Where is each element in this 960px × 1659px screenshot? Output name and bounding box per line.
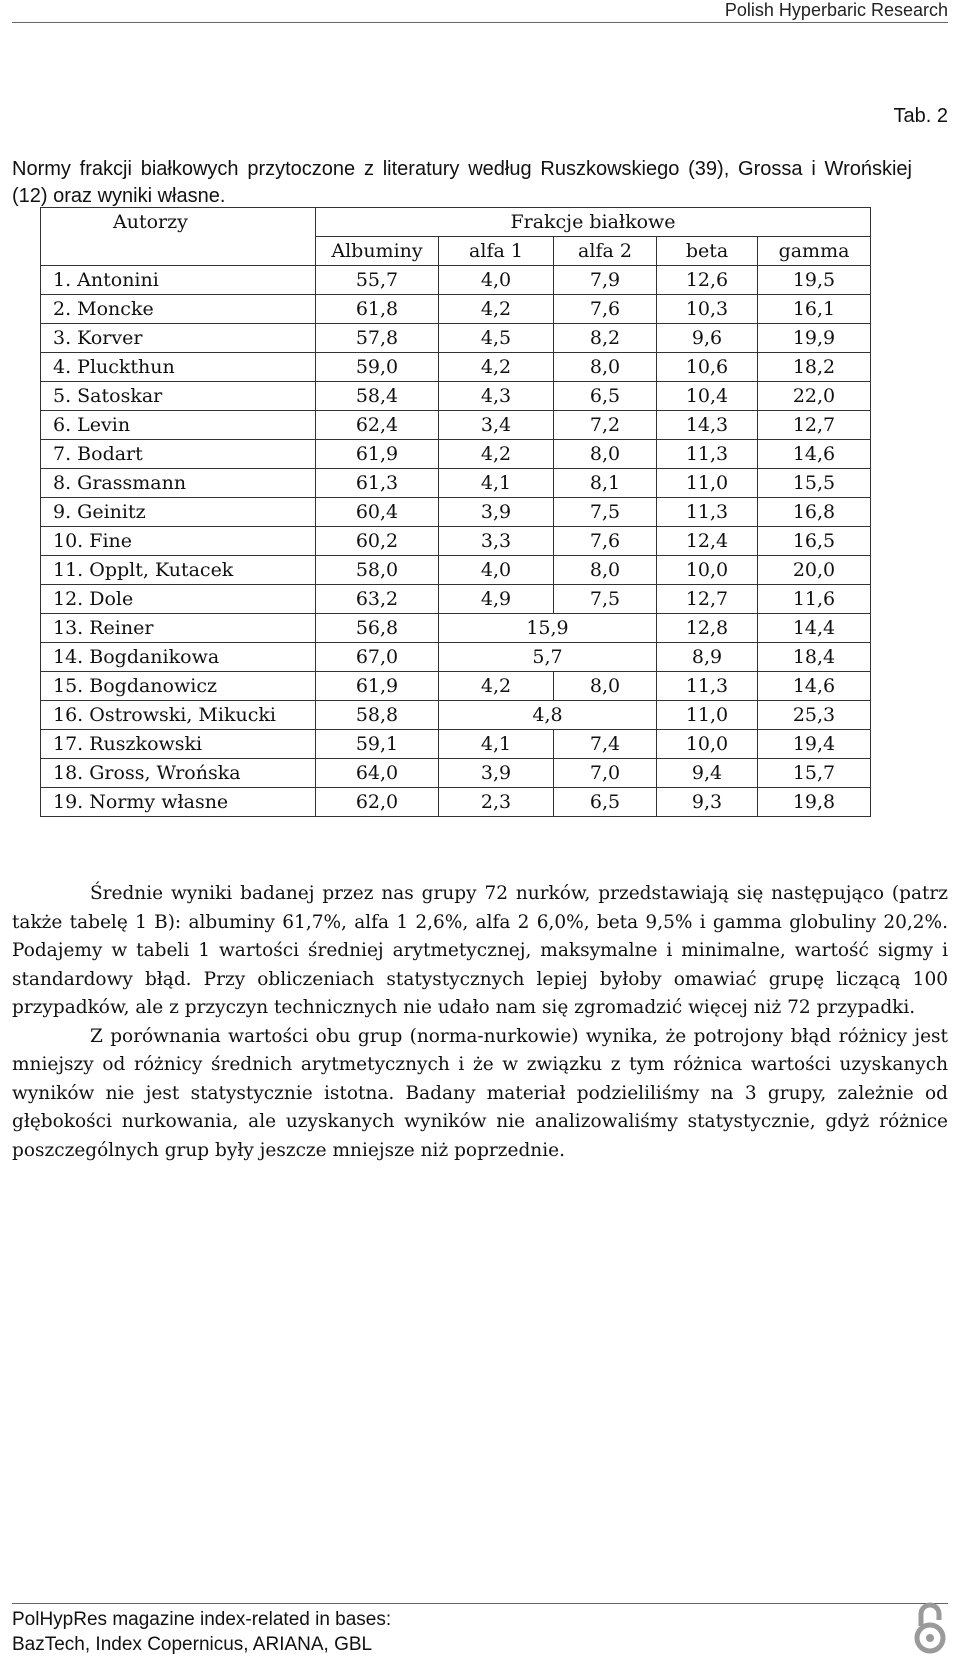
cell-gamma: 16,8 bbox=[758, 498, 871, 527]
cell-beta: 11,3 bbox=[657, 440, 758, 469]
cell-author: 15. Bogdanowicz bbox=[41, 672, 316, 701]
cell-gamma: 22,0 bbox=[758, 382, 871, 411]
cell-gamma: 11,6 bbox=[758, 585, 871, 614]
cell-gamma: 18,4 bbox=[758, 643, 871, 672]
cell-alfa1: 4,0 bbox=[439, 266, 554, 295]
cell-albuminy: 64,0 bbox=[316, 759, 439, 788]
cell-gamma: 15,5 bbox=[758, 469, 871, 498]
column-header-alfa1: alfa 1 bbox=[439, 237, 554, 266]
cell-gamma: 15,7 bbox=[758, 759, 871, 788]
cell-alfa1: 3,4 bbox=[439, 411, 554, 440]
cell-alfa1: 4,2 bbox=[439, 672, 554, 701]
cell-author: 4. Pluckthun bbox=[41, 353, 316, 382]
cell-albuminy: 59,1 bbox=[316, 730, 439, 759]
table-row bbox=[41, 440, 871, 469]
journal-title: Polish Hyperbaric Research bbox=[724, 0, 948, 20]
cell-alfa1: 3,3 bbox=[439, 527, 554, 556]
open-access-icon bbox=[912, 1600, 948, 1656]
cell-alfa2: 8,0 bbox=[554, 353, 657, 382]
cell-beta: 14,3 bbox=[657, 411, 758, 440]
table-row bbox=[41, 730, 871, 759]
cell-beta: 10,6 bbox=[657, 353, 758, 382]
cell-alfa2: 7,6 bbox=[554, 295, 657, 324]
cell-gamma: 14,6 bbox=[758, 672, 871, 701]
protein-fractions-table bbox=[40, 207, 871, 817]
page-header bbox=[0, 0, 960, 24]
cell-author: 1. Antonini bbox=[41, 266, 316, 295]
cell-author: 9. Geinitz bbox=[41, 498, 316, 527]
cell-albuminy: 63,2 bbox=[316, 585, 439, 614]
column-header-alfa2: alfa 2 bbox=[554, 237, 657, 266]
cell-author: 17. Ruszkowski bbox=[41, 730, 316, 759]
paragraph: Z porównania wartości obu grup (norma-nurkowie) wynika, że potrojony błąd różnicy jest mniejszy od różnicy średnich arytmetycznych i że w związku z tym różnica wartości uzyskanych wyników nie jest statystycznie istotna. Badany materiał podzieliliśmy na 3 grupy, zależnie od głębokości nurkowania, ale uzyskanych wyników nie analizowaliśmy statystycznie, gdyż różnice poszczególnych grup były jeszcze mniejsze niż poprzednie. bbox=[12, 1025, 948, 1161]
table-number: Tab. 2 bbox=[893, 105, 948, 127]
cell-beta: 11,3 bbox=[657, 672, 758, 701]
cell-gamma: 19,4 bbox=[758, 730, 871, 759]
cell-beta: 10,4 bbox=[657, 382, 758, 411]
cell-alfa2: 8,1 bbox=[554, 469, 657, 498]
cell-albuminy: 61,9 bbox=[316, 672, 439, 701]
table-row bbox=[41, 614, 871, 643]
cell-beta: 10,3 bbox=[657, 295, 758, 324]
cell-gamma: 14,6 bbox=[758, 440, 871, 469]
table-row bbox=[41, 382, 871, 411]
cell-beta: 9,3 bbox=[657, 788, 758, 817]
cell-alfa1: 4,1 bbox=[439, 730, 554, 759]
paragraph: Średnie wyniki badanej przez nas grupy 72 nurków, przedstawiają się następująco (patrz także tabelę 1 B): albuminy 61,7%, alfa 1 2,6%, alfa 2 6,0%, beta 9,5% i gamma globuliny 20,2%. Podajemy w tabeli 1 wartości średniej arytmetycznej, maksymalne i minimalne, wartość sigmy i standardowy błąd. Przy obliczeniach statystycznych lepiej byłoby omawiać grupę liczącą 100 przypadków, ale z przyczyn technicznych nie udało nam się zgromadzić więcej niż 72 przypadki. bbox=[12, 883, 948, 1018]
cell-beta: 9,6 bbox=[657, 324, 758, 353]
column-header-fractions: Frakcje białkowe bbox=[316, 208, 871, 237]
cell-beta: 12,7 bbox=[657, 585, 758, 614]
cell-alfa2: 7,5 bbox=[554, 498, 657, 527]
cell-beta: 11,0 bbox=[657, 701, 758, 730]
cell-beta: 9,4 bbox=[657, 759, 758, 788]
column-header-beta: beta bbox=[657, 237, 758, 266]
cell-author: 10. Fine bbox=[41, 527, 316, 556]
cell-author: 5. Satoskar bbox=[41, 382, 316, 411]
table-row bbox=[41, 324, 871, 353]
cell-author: 18. Gross, Wrońska bbox=[41, 759, 316, 788]
cell-alfa1: 4,0 bbox=[439, 556, 554, 585]
cell-gamma: 19,5 bbox=[758, 266, 871, 295]
footer-line: BazTech, Index Copernicus, ARIANA, GBL bbox=[12, 1634, 373, 1655]
cell-albuminy: 58,0 bbox=[316, 556, 439, 585]
table-row bbox=[41, 643, 871, 672]
cell-alfa2: 7,9 bbox=[554, 266, 657, 295]
cell-albuminy: 61,3 bbox=[316, 469, 439, 498]
cell-beta: 11,0 bbox=[657, 469, 758, 498]
cell-author: 13. Reiner bbox=[41, 614, 316, 643]
cell-gamma: 16,1 bbox=[758, 295, 871, 324]
table-row bbox=[41, 759, 871, 788]
cell-gamma: 14,4 bbox=[758, 614, 871, 643]
cell-beta: 12,8 bbox=[657, 614, 758, 643]
cell-beta: 10,0 bbox=[657, 730, 758, 759]
cell-beta: 10,0 bbox=[657, 556, 758, 585]
cell-alfa-combined: 15,9 bbox=[439, 614, 657, 643]
cell-beta: 12,4 bbox=[657, 527, 758, 556]
page-footer bbox=[12, 1607, 391, 1657]
cell-alfa1: 4,5 bbox=[439, 324, 554, 353]
cell-alfa2: 7,6 bbox=[554, 527, 657, 556]
table-caption: Normy frakcji białkowych przytoczone z literatury według Ruszkowskiego (39), Grossa i Wrońskiej (12) oraz wyniki własne. bbox=[12, 158, 912, 207]
cell-gamma: 20,0 bbox=[758, 556, 871, 585]
table-row bbox=[41, 527, 871, 556]
cell-author: 7. Bodart bbox=[41, 440, 316, 469]
cell-albuminy: 59,0 bbox=[316, 353, 439, 382]
cell-albuminy: 58,4 bbox=[316, 382, 439, 411]
cell-albuminy: 58,8 bbox=[316, 701, 439, 730]
cell-gamma: 16,5 bbox=[758, 527, 871, 556]
cell-beta: 11,3 bbox=[657, 498, 758, 527]
cell-author: 14. Bogdanikowa bbox=[41, 643, 316, 672]
cell-gamma: 18,2 bbox=[758, 353, 871, 382]
cell-alfa2: 6,5 bbox=[554, 788, 657, 817]
cell-alfa2: 8,0 bbox=[554, 672, 657, 701]
cell-alfa1: 4,3 bbox=[439, 382, 554, 411]
cell-alfa-combined: 4,8 bbox=[439, 701, 657, 730]
table-row bbox=[41, 701, 871, 730]
cell-albuminy: 61,8 bbox=[316, 295, 439, 324]
cell-gamma: 19,8 bbox=[758, 788, 871, 817]
cell-albuminy: 60,4 bbox=[316, 498, 439, 527]
column-header-albuminy: Albuminy bbox=[316, 237, 439, 266]
cell-alfa1: 3,9 bbox=[439, 498, 554, 527]
cell-alfa2: 7,4 bbox=[554, 730, 657, 759]
footer-line: PolHypRes magazine index-related in bases: bbox=[12, 1609, 392, 1630]
cell-alfa2: 7,0 bbox=[554, 759, 657, 788]
cell-albuminy: 62,4 bbox=[316, 411, 439, 440]
cell-alfa1: 4,2 bbox=[439, 353, 554, 382]
table-row bbox=[41, 295, 871, 324]
cell-author: 3. Korver bbox=[41, 324, 316, 353]
cell-beta: 8,9 bbox=[657, 643, 758, 672]
cell-alfa1: 3,9 bbox=[439, 759, 554, 788]
footer-divider bbox=[12, 1603, 948, 1604]
table-row bbox=[41, 353, 871, 382]
table-row bbox=[41, 266, 871, 295]
cell-beta: 12,6 bbox=[657, 266, 758, 295]
cell-albuminy: 55,7 bbox=[316, 266, 439, 295]
cell-alfa1: 4,1 bbox=[439, 469, 554, 498]
cell-albuminy: 57,8 bbox=[316, 324, 439, 353]
table-row bbox=[41, 585, 871, 614]
table-header-row bbox=[41, 208, 871, 237]
table-row bbox=[41, 498, 871, 527]
table-row bbox=[41, 788, 871, 817]
cell-alfa2: 8,0 bbox=[554, 440, 657, 469]
cell-author: 19. Normy własne bbox=[41, 788, 316, 817]
cell-alfa2: 6,5 bbox=[554, 382, 657, 411]
cell-author: 2. Moncke bbox=[41, 295, 316, 324]
cell-albuminy: 67,0 bbox=[316, 643, 439, 672]
cell-alfa1: 4,9 bbox=[439, 585, 554, 614]
cell-alfa1: 2,3 bbox=[439, 788, 554, 817]
table-row bbox=[41, 411, 871, 440]
cell-author: 11. Opplt, Kutacek bbox=[41, 556, 316, 585]
table-row bbox=[41, 469, 871, 498]
cell-albuminy: 60,2 bbox=[316, 527, 439, 556]
cell-author: 8. Grassmann bbox=[41, 469, 316, 498]
cell-alfa2: 8,2 bbox=[554, 324, 657, 353]
cell-gamma: 12,7 bbox=[758, 411, 871, 440]
cell-alfa2: 8,0 bbox=[554, 556, 657, 585]
cell-albuminy: 62,0 bbox=[316, 788, 439, 817]
column-header-authors: Autorzy bbox=[41, 208, 316, 266]
cell-albuminy: 61,9 bbox=[316, 440, 439, 469]
cell-author: 16. Ostrowski, Mikucki bbox=[41, 701, 316, 730]
body-text bbox=[12, 880, 948, 1165]
table-row bbox=[41, 556, 871, 585]
cell-alfa1: 4,2 bbox=[439, 440, 554, 469]
cell-albuminy: 56,8 bbox=[316, 614, 439, 643]
cell-gamma: 19,9 bbox=[758, 324, 871, 353]
cell-gamma: 25,3 bbox=[758, 701, 871, 730]
cell-alfa-combined: 5,7 bbox=[439, 643, 657, 672]
header-divider bbox=[12, 22, 948, 23]
table-row bbox=[41, 672, 871, 701]
cell-alfa2: 7,5 bbox=[554, 585, 657, 614]
column-header-gamma: gamma bbox=[758, 237, 871, 266]
cell-author: 6. Levin bbox=[41, 411, 316, 440]
cell-alfa1: 4,2 bbox=[439, 295, 554, 324]
cell-alfa2: 7,2 bbox=[554, 411, 657, 440]
cell-author: 12. Dole bbox=[41, 585, 316, 614]
